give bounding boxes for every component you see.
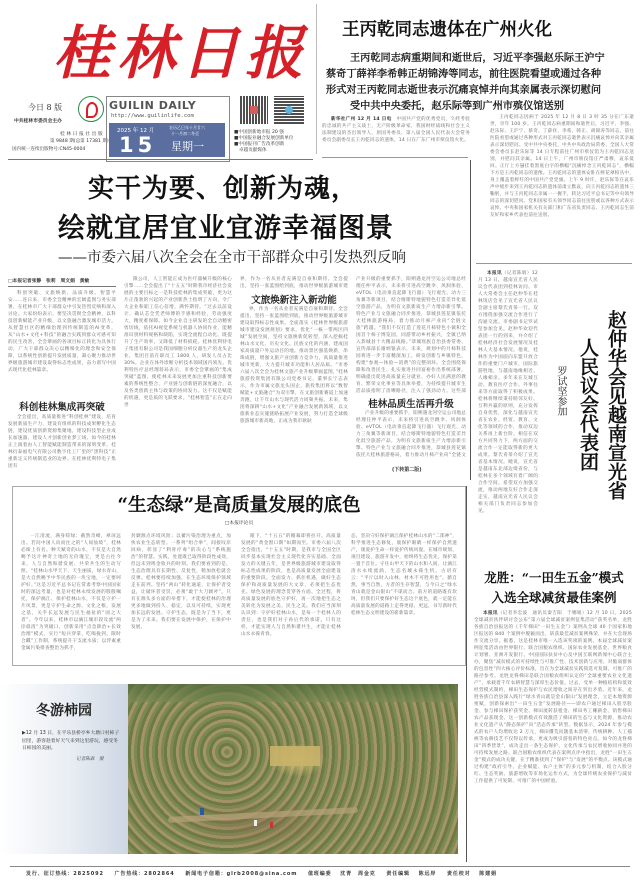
continued-marker[interactable]: (下转第二版)	[392, 467, 422, 473]
honor-item: ■中国创新地市报 20 强	[234, 130, 284, 135]
commentary-col4: 态，坚决守好保护漓江保护桂林山水的“二郎神”，科学推进生态修复，康保护眼睛一样保护自然遗产，康爱护生命一样爱护传统风貌。在城市规划、项目建设、旅游开发中，始终将生态优先，保护第一置于首位。守住山甲天下的山水和人间，让漓江清水永续流淌，生态名城永葆生机。古语有云：“平斤以时入山林，材木不可胜用也”。循自然，事当自然，方者的生存智慧，与今日之“绿水青山就是金山银山”不谋而合。前方的道路既有坎坷，但我们只要保护好生态这个底色，就一定能在高质量发展的道路上走得更稳、更远，书写新时代桂林生态文明建设的崭新篇章。	[351, 534, 457, 616]
top-story-body-left: 新华社广州 12 月 14 日电 中国共产党的优秀党员，久经考验的忠诚的共产主义战士，无产阶级革命家，我国财经战线和社会主义法制建设的杰出领导人，原国务委员、第八届全国人民代表大会常务委员会副委员长王丙乾同志的遗体，14 日在广东广州市殡仪馆火化。	[322, 117, 470, 143]
lead-story-col3-top: 界，作为一名从业者充满是自豪和期待。全会提出，坚持一张蓝图绘到底，推动世界级旅游城市建	[240, 277, 348, 289]
side-story-divider	[476, 263, 632, 264]
side-story-body: 本报讯（记者陈娟）12 月 13 日，越南宣光省人民议会代表团到桂林访问。市人大常委会主任赵仲华在桂林饭店会见了宣光省人民议会副主席黎氏青茶一行。双方围绕加强交流合作进行了沟通交流。市委副书记罗试坚参加会见。赵仲华欢迎代表团一行的到来，并介绍了桂林经济社会发展情况及桂林人大基本情况。他说，桂林作为中国面向东盟开放合作的重要门户城市，国际旅游胜地，与越南地缘相近、人缘相亲。多年来在友城互动、教育医疗合作、外事往来等方面取得了积极成果。桂林将继续秉持睦邻友好、互利共赢的原则，充分发挥自身优势，深化与越南宣光省在农业、经贸、教育、文化等领域的合作，推动双边关系再上新台阶。相信在双方共同努力下，两方面的交流合作一定能取得新的更大成果。黎氏青茶介绍了宣光省基本情况。她说，宣光省是越南东北部边境省份，与桂林在多个领域有着广阔的合作空间。希望双方加强交流，推动两地友好合作走深走实。越南宣光省人民议会相关部门负责同志参加会见。	[478, 271, 538, 514]
footer-divider	[10, 866, 630, 867]
section-head-tourism: 文旅焕新注入新动能	[251, 295, 337, 306]
side-story-headline-1[interactable]: 赵仲华会见越南宣光省	[605, 310, 627, 500]
commentary-col3: 眼下，“十五五”的帷幕即将拉开。高质量发展的“黄金窗口期”如期而至。市委六届八次全会指出，“十五五”时期，是我市与全国全区同步基本实现社会主义现代化夯实基础、全面发力的关键五年，是世界级旅游城市建设取得标志性成果的阶段，也是高质量发展全面建设的重要阶段。全面发力、抓住机遇，做好生态保护和高质量发展的大文章，必须把生态优先、绿色发展的理念贯穿各方面、全过程，将高质量发展的底色守护好，再一次地把生态之美转化为发展之美、民生之美。我们应当深刻认识到：守护好桂林山水，是每一个桂林人的责任，也是我们对子孙后代的承诺。只有这样，才能实现人与自然和谐共生，才能让桂林山水永葆青春。	[241, 534, 341, 637]
lead-story-col2: 限公司，人工智能正成为医疗器械升级的核心引擎……全会提出了“十五五”时期我市经济社会发展的主要目标之一是科技桂林的集成突破，更为这片正蓬勃的兴起的产业创新热土指明了方向，令广大企业和职工信心倍增，满怀期待。“过去以前设计、确认芯全凭老师傅的手感和经验，劳动强度大，精度难保障。如今企业自主研发的全自动精密剪切线，依托AI视觉系统与机器人协同作业，能精准识别材料规格和缺陷，实现全流程自动化。既提升了生产效率，又降低了材料损耗。桂林优利特电子集团有限公司是我国细胞分析仪器生产的龙头企业，集团目前在职员工 1800 人，研发人员占比 30%。企业在体外诊断分析技术领域国内领先。优利特医疗总经理蒋局表示，市委全会擘画的“集成突破”蓝图，使桂林未来发展更加注重科技创新要素的系统性整合，产业链与创新链的深度融合，以及各类创新主体与政策的协同发力。这不仅是赋能的机遇，更是质的飞跃要求。“桂林智造”正在走向世	[124, 277, 232, 408]
lead-story-headline-1[interactable]: 实干为要、创新为魂，	[88, 174, 359, 204]
commentary-box	[12, 486, 466, 666]
subscription-hotline: 发行、征订热线：2825092	[26, 871, 104, 877]
day-number: 15	[119, 133, 157, 157]
photo-title: 冬游柿园	[36, 703, 92, 719]
masthead-right-border	[316, 4, 317, 154]
honor-item: ■中国报刊广告改革创新	[234, 142, 285, 147]
honors-list	[234, 130, 293, 154]
english-name: GUILIN DAILY	[109, 99, 197, 112]
photo-caption-panel	[0, 684, 128, 854]
commentary-col1: 一江清流，满身嗟绿；截然奇峰，翠屏远出。若问中国人向而往之的“人间仙境”，桂林必缔上有名。种天赋奇的山水，不仅是大自然赐予这片神奇土地的无价瑰宝，更是古往今来，人与自然和谐发展、共荣共生的生动写照。“桂林山水甲天下，天生丽质，绿水青山，是大自然赐予中华民族的一块宝地，一定要呵护好。”这是习近平总书记在常肃考察中国国家时的深远考量，也是对桂林永续发展的殷殷嘱托，保护漓江、保护桂林山水，不仅是守护一片风景，更是守护生命之源、文化之根、发展之基，关乎长远发展与民生福祉的“国之大者”。今年以来，桂林市以漓江城市段及流“两岸稳清”为突破口，创新采用“点急除治+长效治理”模式，实行“短兵穿掌、吃喝拢到、限时合瓤”工作制，系统提升干支流水质；以浮素重金属污染排查整治为抓手，	[21, 534, 121, 651]
lead-story-subheadline: ——市委六届八次全会在全市干部群众中引发热烈反响	[58, 250, 406, 266]
lead-story-col1: 科创突破、文旅焕新、品质升级、智慧平安……连日来，市委全会精神的宏阔蓝图与务实部署，在桂林市广大干部群众中引发热烈反响和深入讨论。大家纷纷表示，要坚决贯彻全会精神，以科技创新赋能产业升级，以文旅融合激发城市活力。从智慧社区的精细治理到传统制造的AI变革，从“山水+文化+科技”的融合实践到群众可感可知的民生改善，全会擘画的各项目标正转化为具体行动，广大干部群众决心以精细化的理念和安全保障，以系统性创新提升发展质量，凝心聚力推动世界级旅游城市建设取得标志性成果，奋力谱写中国式现代化桂林篇章。	[8, 291, 116, 373]
honor-item: ■中国报业融合发展创新单位	[234, 136, 294, 141]
top-story-headline[interactable]: 王丙乾同志遗体在广州火化	[342, 20, 552, 40]
caption-arrow-icon: ▶	[22, 731, 26, 736]
weekday: 星期一	[171, 140, 204, 153]
side-story	[478, 266, 634, 558]
footer	[10, 870, 630, 877]
english-nameplate	[106, 96, 230, 162]
date-box	[109, 123, 225, 157]
side-story-note: 罗试坚参加	[555, 366, 566, 416]
masthead	[8, 4, 313, 160]
longsheng-headline-2[interactable]: 入选全球减贫最佳案例	[491, 590, 617, 605]
top-story-subheadline: 王丙乾同志病重期间和逝世后，习近平李强赵乐际王沪宁 蔡奇丁薛祥李希韩正胡锦涛等同志，前往医院看望或通过各种 形式对王丙乾同志逝世表示沉痛哀悼并向其亲属表示深切慰问 受中共中央委托，赵乐际等到广州市殡仪馆送别	[326, 52, 605, 112]
lead-story-byline: □本报记者张静 张莉 周文娟 黄敏	[8, 277, 116, 287]
commentary-byline: □本报评论员	[224, 521, 254, 526]
masthead-divider	[8, 159, 313, 160]
year-month: 2025 年 12 月	[117, 128, 155, 134]
lead-story-col4: 产业升级的重要抓手，阳朔遇龙河空运公司地总经理任仲平表示，未来将引进高空跳伞、风洞体验、eVTOL（电动垂直起降飞行器）飞行观光、动力三角翼等新项目，结合喀斯特地貌特色打造差异化低空旅游产品，为明有文旅新质生产力增添新引擎。特色产业与文旅融合同步推进，恭城县莲花镇依托大桂林旅游格局，着力推动月柿产业向“全链文旅”跨越。“我们不仅打造了莲花月柿特色小镇和全国首个柿子博览园，同游带动乡村振兴，全镇已纳入恭城县十大精品线路。”恭城瑶族自治县委常委、宣传部部长谢炳银表示，未来，规划中的月柿科技园将进一步丰富精深加工，研发创新与乡镇特色，构建“参观—体验—消费”的完整闭环。全会围绕保障和改善民生、扎实推进共同富裕作出系统部署，明确提出促进高质量充分就业、办好人民满意的教育、繁荣文化事业等具体举措，为持续提升城市生活品质指明了清晰路径，注入了强劲动力。这些部	[356, 277, 466, 394]
cn-number: 国内统一连续出版物号:CN45-0004	[12, 147, 86, 152]
qr-code-app-icon[interactable]	[240, 96, 268, 124]
lunar-date-1: 农历乙巳年十月廿六	[169, 125, 205, 130]
photo-credit: 记者陈森 摄	[76, 757, 104, 762]
lunar-date-2: 十一月初二冬至	[171, 131, 199, 136]
proof-label: 责任校对	[446, 871, 471, 877]
website-link[interactable]: http://www.guilinlife.com	[111, 113, 194, 119]
top-story-body-right: 王丙乾同志因病于 2025 年 12 月 8 日 3 时 35 分在广东逝世，享年 100 岁。王丙乾同志病重期间和逝世后，习近平、李强、赵乐际、王沪宁、蔡奇、丁薛祥、李希、韩正、胡锦涛等同志，前往医院看望或通过各种形式对王丙乾同志逝世表示沉痛哀悼并向其亲属表示深切慰问。受中共中央委托，中共中央政治局常委、全国人大常委会委员长赵乐际等 14 日专程前往广州市殡仪馆为王丙乾同志送别，并慰问其亲属。14 日上午，广州市殡仪馆庄严肃穆，哀乐低回。正厅上方悬挂着黑底白字的横幅“沉痛悼念王丙乾同志”，横幅下方是王丙乾同志的遗像。王丙乾同志的遗体安卧在鲜花翠柏丛中，身上覆盖着鲜红的中国共产党党旗。上午 9 时许，赵乐际等在哀乐声中缓步来到王丙乾同志的遗体前肃立默哀，向王丙乾同志的遗体三鞠躬，并与王丙乾同志亲属一一握手，转达习近平总书记等中央领导同志的深切慰问。党和国家有关领导同志前往送别或以各种方式表示哀悼。中央和国家机关有关部门和广东省负责同志、王丙乾同志生前友好和家乡代表也前往送别。	[490, 115, 634, 218]
ad-hotline: 广告热线：2802864	[114, 871, 175, 877]
editor-label: 责任编辑	[386, 871, 410, 877]
duty-editors: 沈青 周金克	[340, 871, 376, 877]
publisher: 桂 林 日 报 社 出 版	[60, 132, 103, 137]
lead-story-col4b: 产业升级的重要抓手，阳朔遇龙河空运公司地总经理任仲平表示，未来将引进高空跳伞、风洞体验、eVTOL（电动垂直起降飞行器）飞行观光、动力三角翼等新项目，结合喀斯特地貌特色打造差异化低空旅游产品，为明有文旅新质生产力增添新引擎。特色产业与文旅融合同步推进，恭城县莲花镇依托大桂林旅游格局，着力推动月柿产业向“全链文	[356, 411, 466, 458]
lead-story-headline-2[interactable]: 绘就宜居宜业宜游幸福图景	[58, 213, 394, 244]
section-head-tech: 科创桂林集成再突破	[19, 402, 105, 413]
column-divider	[470, 160, 471, 480]
edition-count: 今日 8 版	[28, 103, 63, 112]
commentary-headline[interactable]: “生态绿”是高质量发展的底色	[117, 495, 361, 516]
lead-story-col3: 界，作为一名从业者充满是自豪和期待。全会提出，坚持一张蓝图绘到底，推动世界级旅游城市建设取得标志性成果。全面落实《桂林世界级旅游城市建设发展规划》要求，优化“一核一带两区四城”发展空间，坚持文旅焕新促转型，深入挖掘桂林山水文化、历史文化、民族文化的内涵，建成国家高质量户外运动目的地。推动景区强基焕新，串珠成链，增强文旅产业创新力竞争力，高质量推进城市更新，大力提升城市功能和人居品质。“市委六届八次全会为桂林文旅产业升级擘画蓝图，”桂林旅游投资集团有限公司党委书记、董事长宁志表示，作为市属文旅龙头国企，旅投集团将以“数智赋能+文旅融合”为双引擎，在文旅创新赛道上加速奔跑，让千年山水与现代活力同频共振。未来，集团将深耕“山水+文化”产业融合发展新领域，以文旅新业态实施链路拓展产业发展，努力打造全球级旅游城市新高地，正成为我市耿耿	[240, 307, 348, 424]
qr-code-wechat-icon[interactable]	[274, 96, 304, 124]
anniversary-emblem-icon	[78, 96, 104, 122]
persimmon-orchard-photo[interactable]	[128, 684, 458, 854]
lead-story-col1b: 全会提出，高质量推进“科创桂林”建设，培育发展新质生产力，建设有组织的科技成果孵化生态链，建设优质创新资源集聚地，建设科技型企业成长加速器，建设人才创新创业梦工场。如今的桂林正上演着由人工智能赋能制造带来的深刻变革，桂林衍泰福电气有限公司数字化工厂里的“黑科技”正重新定义传统制造业的边界。在桂林优利特电子集团有	[8, 415, 116, 469]
top-story-divider	[322, 157, 468, 158]
longsheng-story	[474, 568, 634, 862]
editor-name: 陈远岸	[418, 871, 437, 877]
proofreader-name: 陈建娟	[479, 871, 497, 877]
section-head-living: 桂林品质生活再升级	[368, 399, 454, 410]
honor-item: 卓越贡献媒体	[239, 148, 267, 153]
longsheng-body: 本报讯（记者李忠波 通讯员秦吉阳 于娜娟）12 月 10 日，2025 全球减贫伙伴研讨会公布“第六届全球减贫案例征集活动”获奖名单，龙胜各族自治县报送的《千年梯田“一田生五金”》案例从全球 40 个国家和地区报送的 840 个案例中脱颖而出，斩获最佳减贫案例殊荣，并在大会现场作交流分享。据悉，这是桂林市唯一入选该奖项的案例。本届全球减贫案例征集活动由世界银行、联合国粮农组织、国际农业发展基金、世界粮食计划署、亚洲开发银行、中国国际扶贫中心及中国互联网新闻中心联合主办，聚焦“减贫模式的可持续性与可推广性、技术创新与应用、对脆弱群体的包容性”四大核心评价标准，旨在为全球减贫实践筒选可复制、可推广的路径参考。龙胜龙脊梯田是联合国粮农组织认定的“全球重要农业文化遗产”，承载着千年农耕智慧与深厚生态价值。过去，受单一种植结构和低效经营模式制约，梯田生态保护与农民增收之间存在突出矛盾。近年来，龙胜各族自治县深入践行“绿水青山就是金山银山”发展理念，立足本地资源禀赋，创新探索出“一田生五金”发展路径——即农户通过梯田入股享股金、参与梯田保护获奖金、梯田流转获租金、梯田务工赚薪金、销售梯田农产品获现金。这一创新模式有效激活了梯田的生态与文化资源，推动农业文化遗产从“静态保护”向“活态传承”转型。数据显示，2024 年参与模式的农户人均增收达 2 万元，梯田撂荒问题基本清零，传统耕种、人工插秧等农耕技艺不仅得以传承，更成为吸引游客的特色亮点。如今的龙脊梯田“四季皆景”，成功走出一条生态保护、文化传承与农民增收协同并进的可持续发展之路。联合国粮农组织代表在案例点评中指出，龙胜“一田生五金”模式的成功关键，在于精准找到了“保护”与“发展”的平衡点。该模式通过构建“政府引导、企业赋能、农户主体”的多元参与机制，结合入股分红、生态奖励、旅游增收等市场化运作方式，为全球传统农业保护与减贫工作提供了可复制、可推广的中国经验。	[474, 611, 632, 784]
issue-number: 第 9848 期(总第 17381 期)	[50, 139, 109, 144]
sponsor: 中共桂林市委员会主办	[14, 119, 62, 124]
masthead-logo: 桂林日报	[53, 19, 310, 87]
photo-caption: ▶12 月 13 日，在平乐县桥亭乡大塘口村柿子园里，游客趁着好天气来到这里游玩，感受冬日柿园的美丽。	[22, 731, 120, 751]
column-divider	[466, 486, 467, 862]
longsheng-headline-1[interactable]: 龙胜：“一田生五金”模式	[484, 570, 624, 585]
commentary-col2: 封剿源点环境风险；以蓄污染治理为重点，加快农业生态转型。一系列“组合拳”，间接叹岸回病，彰显了“利骨疗毒”的决心与“系统施治”的智慧。实践，处置既已取得阶段性成效，但远未到鸣金收兵的时刻。我们要看到的是，生态治理具有长期性、反复性，稍加放松就会反弹。桂林要持续加强，在生态环境保护领域走在前列。坚持“两山”转化通道，让保护者受益，让破坏者受罚，必须“敢于大刀阔斧”。只有在源头多方面的举措下，才能使桂林的治理更多地做到持久、稳定，以及可持续，实现更加长远的发展。守护生态，既是为了当下，更是为了未来。我们要在发展中保护，在保护中发展。	[131, 534, 231, 630]
photo-story	[0, 676, 464, 860]
side-story-headline-2[interactable]: 人民议会代表团	[577, 338, 599, 471]
duty-editor-label: 值班编委	[307, 871, 332, 877]
news-email[interactable]: 新闻电子信箱：glrb2008@sina.com	[185, 871, 298, 877]
